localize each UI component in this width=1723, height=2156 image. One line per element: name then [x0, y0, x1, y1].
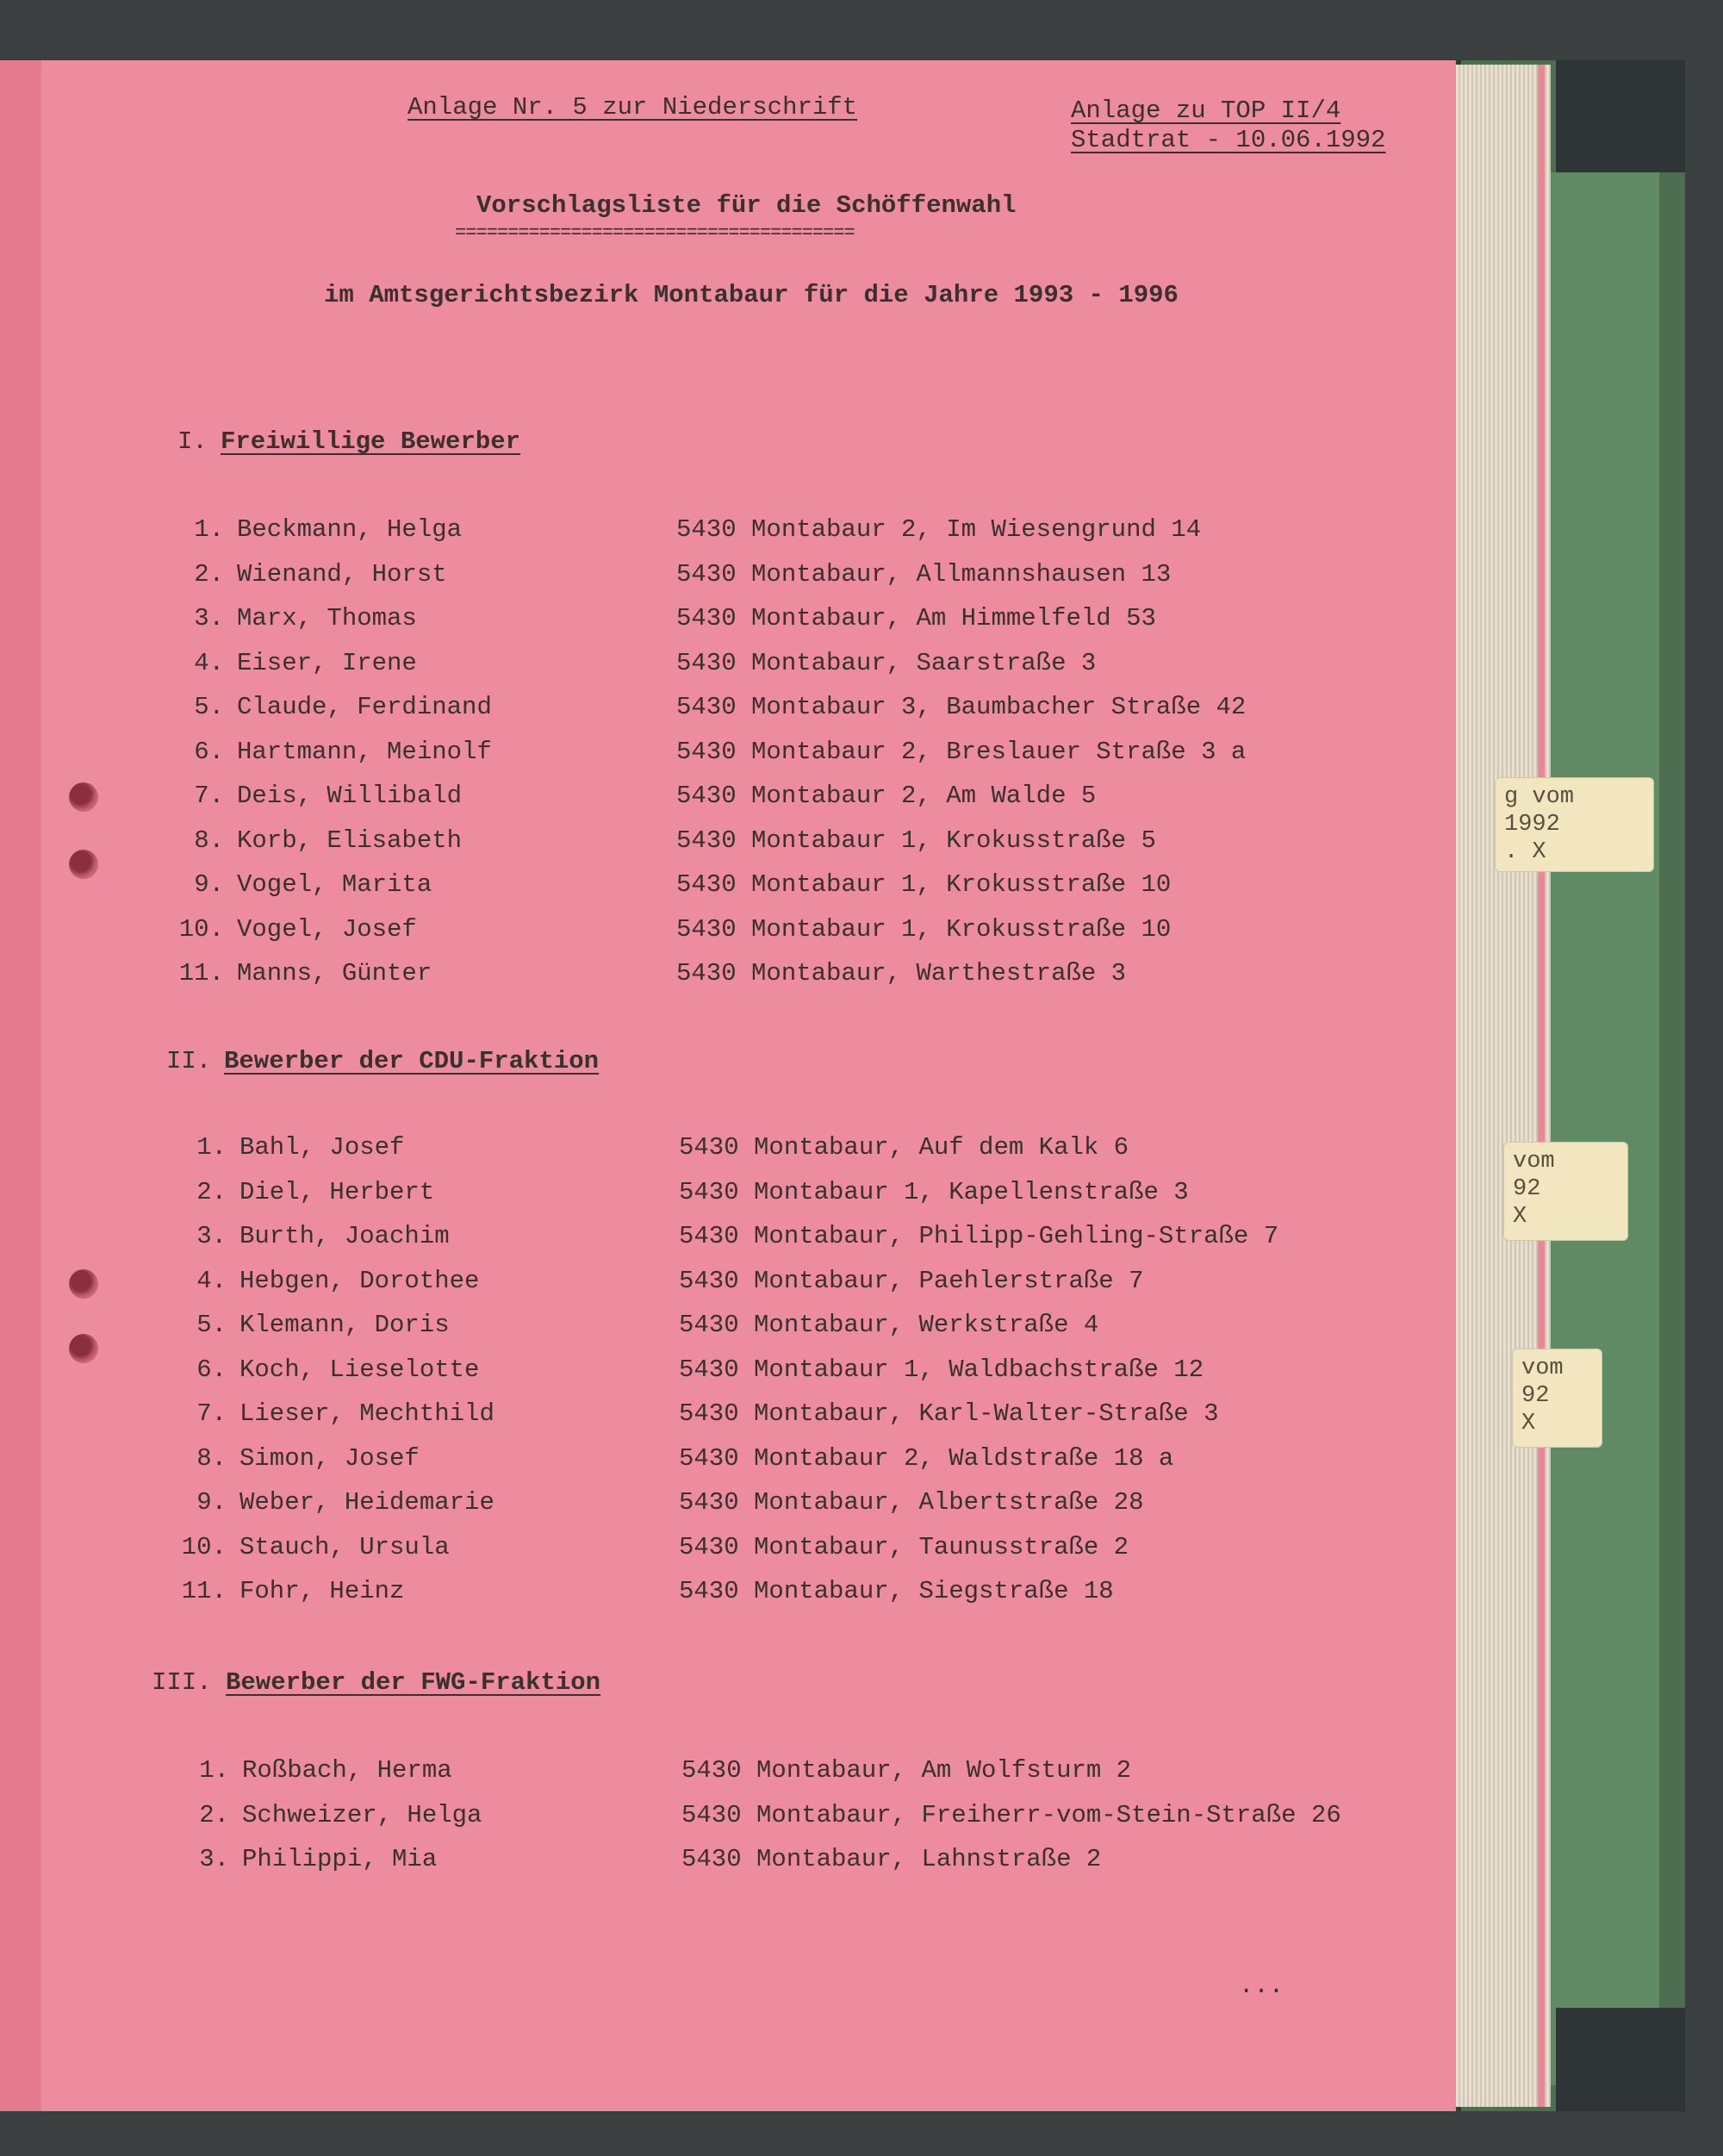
- header-attachment-note: Anlage Nr. 5 zur Niederschrift: [407, 93, 858, 122]
- entry-name: Vogel, Marita: [237, 870, 432, 899]
- entry-number: 9.: [194, 870, 224, 899]
- entry-name: Beckmann, Helga: [237, 515, 463, 544]
- section-1-numeral: I.: [177, 427, 208, 456]
- title-double-rule: ======================================: [455, 222, 855, 244]
- entry-name: Hartmann, Meinolf: [237, 737, 492, 766]
- entry-number: 10.: [181, 1532, 227, 1561]
- entry-name: Philippi, Mia: [242, 1845, 438, 1873]
- entry-name: Schweizer, Helga: [242, 1800, 482, 1829]
- entry-address: 5430 Montabaur 1, Krokusstraße 5: [676, 826, 1156, 855]
- entry-address: 5430 Montabaur 3, Baumbacher Straße 42: [676, 693, 1247, 721]
- index-tab-3-line1: vom: [1521, 1355, 1564, 1381]
- index-tab-1-line2: 1992: [1504, 812, 1560, 838]
- section-2-numeral: II.: [166, 1047, 212, 1075]
- entry-name: Lieser, Mechthild: [239, 1399, 495, 1428]
- header-council-date: Stadtrat - 10.06.1992: [1071, 126, 1386, 154]
- entry-number: 9.: [196, 1488, 227, 1517]
- entry-number: 4.: [196, 1266, 227, 1295]
- entry-address: 5430 Montabaur, Karl-Walter-Straße 3: [679, 1399, 1219, 1428]
- entry-address: 5430 Montabaur 2, Im Wiesengrund 14: [676, 515, 1202, 544]
- punch-hole: [69, 1334, 98, 1363]
- entry-name: Burth, Joachim: [239, 1222, 450, 1250]
- entry-number: 2.: [196, 1177, 227, 1206]
- entry-address: 5430 Montabaur 2, Breslauer Straße 3 a: [676, 737, 1247, 766]
- entry-address: 5430 Montabaur, Philipp-Gehling-Straße 7: [679, 1222, 1279, 1250]
- entry-address: 5430 Montabaur, Allmannshausen 13: [676, 559, 1172, 589]
- entry-number: 7.: [196, 1399, 227, 1428]
- entry-number: 2.: [194, 559, 224, 589]
- document-subtitle: im Amtsgerichtsbezirk Montabaur für die Jahre 1993 - 1996: [324, 281, 1179, 309]
- entry-address: 5430 Montabaur 1, Krokusstraße 10: [676, 914, 1172, 944]
- entry-address: 5430 Montabaur, Werkstraße 4: [679, 1311, 1099, 1339]
- entry-name: Diel, Herbert: [239, 1177, 435, 1206]
- entry-address: 5430 Montabaur 2, Am Walde 5: [676, 782, 1097, 810]
- entry-name: Deis, Willibald: [237, 782, 463, 810]
- entry-number: 6.: [196, 1355, 227, 1384]
- entry-number: 5.: [196, 1311, 227, 1339]
- entry-name: Bahl, Josef: [239, 1133, 405, 1162]
- section-3-heading: Bewerber der FWG-Fraktion: [226, 1668, 601, 1697]
- entry-name: Vogel, Josef: [237, 914, 417, 944]
- entry-address: 5430 Montabaur, Saarstraße 3: [676, 648, 1097, 677]
- index-tab-1[interactable]: [1495, 777, 1654, 872]
- pink-page-edge: [1538, 65, 1545, 2107]
- punch-hole: [69, 782, 98, 812]
- entry-number: 5.: [194, 693, 224, 721]
- document-title: Vorschlagsliste für die Schöffenwahl: [476, 191, 1017, 220]
- left-facing-page: [0, 60, 44, 2111]
- entry-address: 5430 Montabaur, Taunusstraße 2: [679, 1532, 1129, 1561]
- entry-name: Weber, Heidemarie: [239, 1488, 495, 1517]
- entry-number: 1.: [199, 1756, 229, 1785]
- continuation-mark: ...: [1239, 1972, 1284, 2000]
- entry-address: 5430 Montabaur, Lahnstraße 2: [681, 1845, 1102, 1873]
- page-stack-edges: [1456, 65, 1551, 2107]
- entry-name: Roßbach, Herma: [242, 1756, 452, 1785]
- punch-hole: [69, 1269, 98, 1299]
- section-2-heading: Bewerber der CDU-Fraktion: [224, 1047, 600, 1075]
- entry-address: 5430 Montabaur, Am Wolfsturm 2: [681, 1756, 1132, 1785]
- entry-number: 6.: [194, 737, 224, 766]
- entry-address: 5430 Montabaur 1, Kapellenstraße 3: [679, 1177, 1189, 1206]
- punch-hole: [69, 850, 98, 879]
- binder-corner-bottom: [1556, 2008, 1685, 2111]
- index-tab-2-line3: X: [1513, 1204, 1527, 1230]
- entry-number: 3.: [194, 604, 224, 632]
- entry-address: 5430 Montabaur, Siegstraße 18: [679, 1577, 1114, 1605]
- header-top-reference: Anlage zu TOP II/4: [1071, 97, 1341, 125]
- index-tab-1-line1: g vom: [1504, 784, 1575, 810]
- entry-number: 3.: [199, 1845, 229, 1873]
- entry-address: 5430 Montabaur 2, Waldstraße 18 a: [679, 1443, 1174, 1473]
- entry-address: 5430 Montabaur, Am Himmelfeld 53: [676, 604, 1156, 632]
- entry-address: 5430 Montabaur, Freiherr-vom-Stein-Straße 26: [681, 1800, 1341, 1829]
- section-3-numeral: III.: [152, 1668, 212, 1697]
- entry-number: 2.: [199, 1800, 229, 1829]
- entry-name: Manns, Günter: [237, 959, 432, 988]
- entry-number: 10.: [178, 914, 224, 944]
- entry-name: Stauch, Ursula: [239, 1532, 450, 1561]
- entry-number: 11.: [178, 959, 224, 988]
- entry-number: 7.: [194, 782, 224, 810]
- entry-address: 5430 Montabaur 1, Krokusstraße 10: [676, 870, 1172, 899]
- entry-name: Hebgen, Dorothee: [239, 1266, 480, 1295]
- index-tab-1-line3: . X: [1504, 839, 1546, 865]
- entry-address: 5430 Montabaur, Auf dem Kalk 6: [679, 1133, 1129, 1162]
- entry-number: 8.: [194, 826, 224, 855]
- entry-name: Simon, Josef: [239, 1443, 420, 1473]
- entry-address: 5430 Montabaur, Warthestraße 3: [676, 959, 1127, 988]
- entry-address: 5430 Montabaur, Paehlerstraße 7: [679, 1266, 1144, 1295]
- index-tab-2[interactable]: [1503, 1142, 1628, 1241]
- entry-name: Fohr, Heinz: [239, 1577, 405, 1605]
- entry-name: Korb, Elisabeth: [237, 826, 463, 855]
- entry-name: Eiser, Irene: [237, 648, 417, 677]
- entry-name: Marx, Thomas: [237, 604, 417, 632]
- entry-number: 11.: [181, 1577, 227, 1605]
- binder-corner-top: [1556, 60, 1685, 172]
- entry-address: 5430 Montabaur 1, Waldbachstraße 12: [679, 1355, 1204, 1384]
- index-tab-2-line2: 92: [1513, 1176, 1541, 1202]
- entry-number: 4.: [194, 648, 224, 677]
- entry-number: 3.: [196, 1222, 227, 1250]
- entry-address: 5430 Montabaur, Albertstraße 28: [679, 1488, 1144, 1517]
- index-tab-2-line1: vom: [1513, 1149, 1555, 1175]
- index-tab-3-line2: 92: [1521, 1383, 1550, 1409]
- entry-number: 1.: [196, 1133, 227, 1162]
- entry-name: Wienand, Horst: [237, 559, 447, 589]
- document-page: [41, 60, 1456, 2111]
- entry-name: Klemann, Doris: [239, 1311, 450, 1339]
- entry-name: Claude, Ferdinand: [237, 693, 492, 721]
- entry-name: Koch, Lieselotte: [239, 1355, 480, 1384]
- entry-number: 8.: [196, 1443, 227, 1473]
- section-1-heading: Freiwillige Bewerber: [221, 427, 521, 456]
- index-tab-3[interactable]: [1512, 1349, 1602, 1448]
- entry-number: 1.: [194, 515, 224, 544]
- index-tab-3-line3: X: [1521, 1411, 1536, 1436]
